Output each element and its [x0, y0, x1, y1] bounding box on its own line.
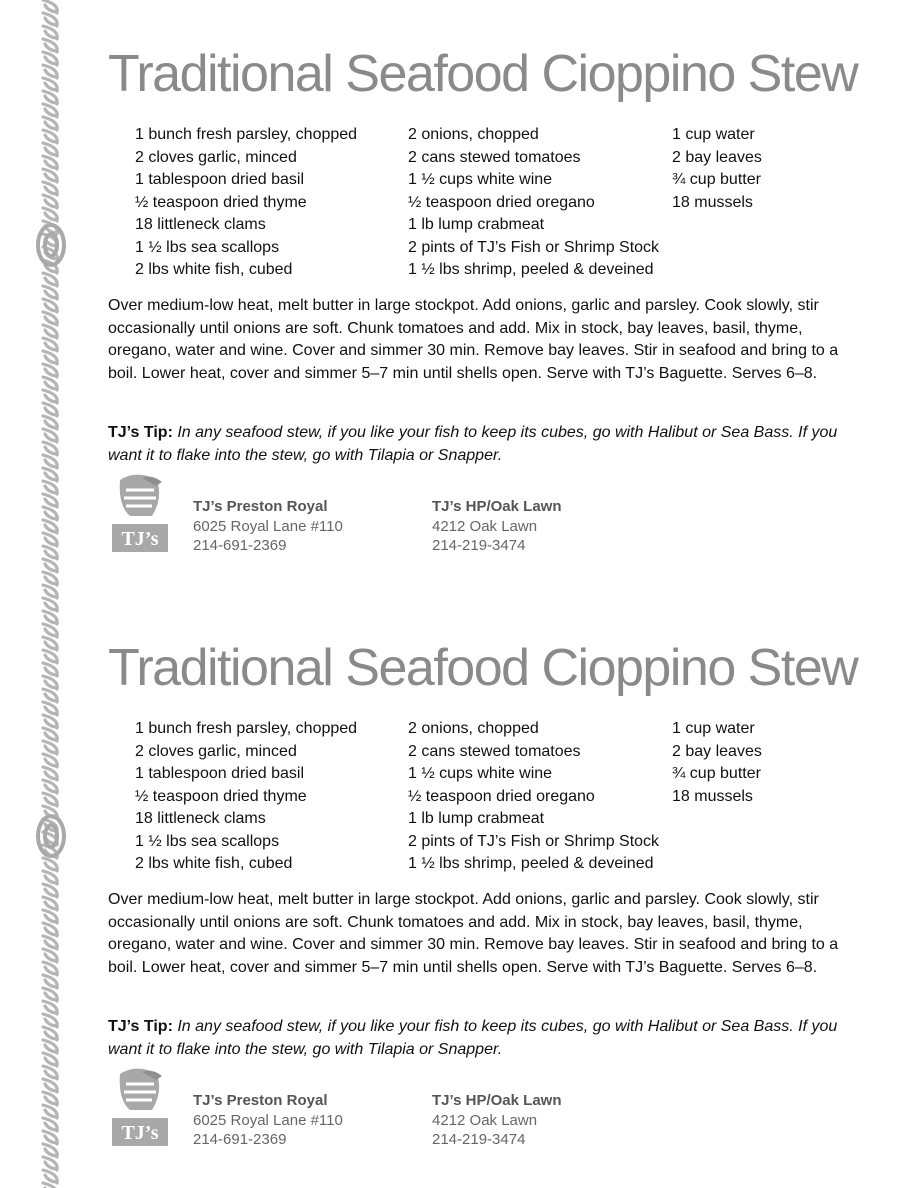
store-address: 6025 Royal Lane #110: [193, 1111, 343, 1129]
ingredient-item: ½ teaspoon dried oregano: [408, 193, 595, 211]
ingredient-item: 18 littleneck clams: [135, 810, 266, 827]
rope-strand: [43, 910, 57, 923]
rope-strand: [43, 143, 57, 156]
ingredients-column-2: [408, 718, 659, 876]
store-name: TJ’s HP/Oak Lawn: [432, 1092, 562, 1109]
rope-strand: [43, 0, 57, 13]
recipe-method: Over medium-low heat, melt butter in large stockpot. Add onions, garlic and parsley. Cook slowly, stir occasionally until onions are soft. Chunk tomatoes and add. Mix in stock, bay leaves, basil, thyme, oregano, water and wine. Cover and simmer 30 min. Remove bay leaves. Stir in seafood and bring to a boil. Lower heat, cover and simmer 5–7 min until shells open. Serve with TJ’s Baguette. Serves 6–8.: [108, 297, 839, 382]
rope-strand: [43, 728, 57, 741]
rope-strand: [43, 364, 57, 377]
rope-border-decoration: [34, 0, 68, 1188]
ingredient-item: 2 onions, chopped: [408, 720, 539, 737]
ingredient-item: 1 ½ lbs shrimp, peeled & deveined: [408, 261, 654, 278]
ingredient-item: 1 tablespoon dried basil: [135, 171, 305, 188]
rope-strand: [43, 52, 57, 65]
ingredient-item: 18 mussels: [672, 787, 753, 805]
rope-strand: [43, 286, 57, 299]
rope-strand: [43, 1170, 57, 1183]
rope-strand: [43, 767, 57, 780]
ingredient-item: 1 bunch fresh parsley, chopped: [135, 126, 358, 143]
logo-text: TJ’s: [121, 528, 159, 550]
store-name: TJ’s HP/Oak Lawn: [432, 498, 562, 515]
store-phone: 214-691-2369: [193, 537, 287, 554]
rope-strand: [43, 897, 57, 910]
ingredient-item: 2 cans stewed tomatoes: [408, 148, 581, 166]
rope-strand: [43, 1001, 57, 1014]
store-address: 4212 Oak Lawn: [432, 517, 538, 535]
rope-strand: [43, 923, 57, 936]
rope-strand: [43, 1027, 57, 1040]
ingredient-item: 2 cloves garlic, minced: [135, 148, 297, 166]
rope-strand: [43, 390, 57, 403]
rope-strand: [43, 442, 57, 455]
store-name: TJ’s Preston Royal: [193, 498, 328, 515]
tip-label: TJ’s Tip:: [108, 1018, 173, 1035]
ingredient-item: 1 lb lump crabmeat: [408, 810, 545, 827]
rope-strand: [43, 1053, 57, 1066]
rope-strand: [43, 884, 57, 897]
rope-strand: [43, 1079, 57, 1092]
rope-strand: [43, 780, 57, 793]
store-name: TJ’s Preston Royal: [193, 1092, 328, 1109]
recipe-card-2: [108, 594, 868, 1188]
store-location: [432, 497, 562, 556]
rope-strand: [43, 156, 57, 169]
ingredients-column-3: [672, 124, 762, 214]
rope-strand: [43, 533, 57, 546]
ingredients-column-1: [135, 124, 357, 282]
tip-text: In any seafood stew, if you like your fish to keep its cubes, go with Halibut or Sea Bass. If you want it to flake into the stew, go with Tilapia or Snapper.: [108, 424, 838, 464]
rope-strand: [43, 338, 57, 351]
store-phone: 214-219-3474: [432, 537, 526, 554]
tip-text: In any seafood stew, if you like your fish to keep its cubes, go with Halibut or Sea Bass. If you want it to flake into the stew, go with Tilapia or Snapper.: [108, 1018, 838, 1058]
rope-strand: [43, 403, 57, 416]
rope-strand: [43, 754, 57, 767]
ingredient-item: 1 bunch fresh parsley, chopped: [135, 720, 358, 737]
rope-strand: [43, 117, 57, 130]
ingredient-item: 1 lb lump crabmeat: [408, 216, 545, 233]
rope-strand: [43, 299, 57, 312]
ingredients-column-3: [672, 718, 762, 808]
logo-text: TJ’s: [121, 1122, 159, 1144]
rope-strand: [43, 1157, 57, 1170]
rope-strand: [43, 741, 57, 754]
ingredient-item: ½ teaspoon dried thyme: [135, 193, 307, 211]
rope-strand: [43, 546, 57, 559]
store-address: 6025 Royal Lane #110: [193, 517, 343, 535]
ingredient-item: ½ teaspoon dried thyme: [135, 787, 307, 805]
rope-strand: [43, 377, 57, 390]
rope-strand: [43, 871, 57, 884]
ingredient-item: 2 lbs white fish, cubed: [135, 261, 293, 278]
ingredient-item: 1 ½ lbs sea scallops: [135, 832, 280, 850]
rope-strand: [43, 169, 57, 182]
rope-strand: [43, 65, 57, 78]
rope-strand: [43, 585, 57, 598]
rope-strand: [43, 637, 57, 650]
ingredient-item: 18 mussels: [672, 193, 753, 211]
ingredient-item: 1 ½ lbs shrimp, peeled & deveined: [408, 855, 654, 872]
ingredient-item: 2 bay leaves: [672, 148, 762, 166]
rope-strand: [43, 91, 57, 104]
rope-strand: [43, 715, 57, 728]
recipe-method: Over medium-low heat, melt butter in large stockpot. Add onions, garlic and parsley. Cook slowly, stir occasionally until onions are soft. Chunk tomatoes and add. Mix in stock, bay leaves, basil, thyme, oregano, water and wine. Cover and simmer 30 min. Remove bay leaves. Stir in seafood and bring to a boil. Lower heat, cover and simmer 5–7 min until shells open. Serve with TJ’s Baguette. Serves 6–8.: [108, 891, 839, 976]
store-location: [432, 1091, 562, 1150]
rope-strand: [43, 624, 57, 637]
store-phone: 214-219-3474: [432, 1131, 526, 1148]
rope-strand: [43, 1183, 57, 1188]
rope-strand: [43, 520, 57, 533]
rope-strand: [43, 182, 57, 195]
rope-strand: [43, 689, 57, 702]
ingredient-item: 2 bay leaves: [672, 742, 762, 760]
rope-strand: [43, 572, 57, 585]
rope-strand: [43, 1105, 57, 1118]
rope-strand: [43, 1040, 57, 1053]
ingredient-item: 2 lbs white fish, cubed: [135, 855, 293, 872]
rope-strand: [43, 598, 57, 611]
rope-strand: [43, 1092, 57, 1105]
rope-strand: [43, 988, 57, 1001]
ingredient-item: 18 littleneck clams: [135, 216, 266, 233]
rope-strand: [43, 429, 57, 442]
rope-strand: [43, 325, 57, 338]
rope-strand: [43, 1118, 57, 1131]
ingredient-item: 2 cloves garlic, minced: [135, 742, 297, 760]
ingredients-column-1: [135, 718, 357, 876]
tjs-fish-logo-icon: [112, 1064, 170, 1148]
recipe-card-1: [108, 0, 868, 594]
rope-strand: [43, 949, 57, 962]
rope-strand: [43, 273, 57, 286]
rope-strand: [43, 195, 57, 208]
rope-strand: [43, 962, 57, 975]
rope-strand: [43, 975, 57, 988]
rope-strand: [43, 130, 57, 143]
ingredient-item: 1 ½ cups white wine: [408, 171, 553, 188]
store-location: [193, 1091, 343, 1150]
ingredient-item: 2 cans stewed tomatoes: [408, 742, 581, 760]
rope-strand: [43, 793, 57, 806]
tj-tip: [108, 421, 858, 467]
rope-strand: [43, 39, 57, 52]
rope-strand: [43, 559, 57, 572]
store-phone: 214-691-2369: [193, 1131, 287, 1148]
rope-strand: [43, 676, 57, 689]
ingredient-item: 1 cup water: [672, 720, 755, 737]
tj-tip: [108, 1015, 858, 1061]
ingredient-item: 1 ½ cups white wine: [408, 765, 553, 782]
rope-strand: [43, 650, 57, 663]
rope-strand: [43, 1014, 57, 1027]
recipe-title: Traditional Seafood Cioppino Stew: [108, 45, 858, 103]
ingredient-item: ¾ cup butter: [672, 765, 761, 782]
rope-strand: [43, 611, 57, 624]
rope-strand: [43, 208, 57, 221]
ingredient-item: ½ teaspoon dried oregano: [408, 787, 595, 805]
rope-strand: [43, 351, 57, 364]
tip-label: TJ’s Tip:: [108, 424, 173, 441]
rope-strand: [43, 663, 57, 676]
rope-strand: [43, 416, 57, 429]
rope-strand: [43, 1066, 57, 1079]
store-address: 4212 Oak Lawn: [432, 1111, 538, 1129]
rope-strand: [43, 494, 57, 507]
rope-strand: [43, 78, 57, 91]
rope-strand: [43, 468, 57, 481]
ingredient-item: 1 tablespoon dried basil: [135, 765, 305, 782]
ingredient-item: ¾ cup butter: [672, 171, 761, 188]
rope-strand: [43, 481, 57, 494]
rope-strand: [43, 858, 57, 871]
rope-strand: [43, 26, 57, 39]
ingredient-item: 2 pints of TJ’s Fish or Shrimp Stock: [408, 238, 660, 256]
rope-strand: [43, 936, 57, 949]
recipe-title: Traditional Seafood Cioppino Stew: [108, 639, 858, 697]
rope-strand: [43, 507, 57, 520]
store-location: [193, 497, 343, 556]
rope-strand: [43, 312, 57, 325]
ingredient-item: 2 onions, chopped: [408, 126, 539, 143]
tjs-fish-logo-icon: [112, 470, 170, 554]
rope-strand: [43, 702, 57, 715]
rope-strand: [43, 1144, 57, 1157]
rope-strand: [43, 455, 57, 468]
rope-strand: [43, 13, 57, 26]
ingredients-column-2: [408, 124, 659, 282]
ingredient-item: 1 ½ lbs sea scallops: [135, 238, 280, 256]
rope-strand: [43, 1131, 57, 1144]
ingredient-item: 2 pints of TJ’s Fish or Shrimp Stock: [408, 832, 660, 850]
ingredient-item: 1 cup water: [672, 126, 755, 143]
rope-strand: [43, 104, 57, 117]
